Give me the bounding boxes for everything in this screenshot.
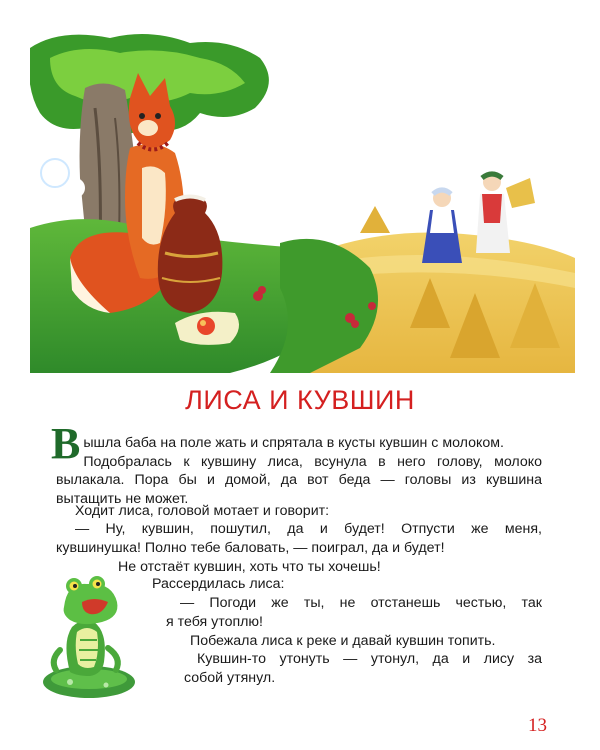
p1-line-3: вылакала. Пора бы и домой, да вот беда — головы из кувшина <box>56 472 542 489</box>
text-line: собой утянул. <box>184 670 276 686</box>
p1-line-4: вытащить не может. <box>56 490 189 507</box>
first-paragraph <box>51 419 542 508</box>
text-line: Не отстаёт кувшин, хоть что ты хочешь! <box>118 559 381 575</box>
drop-cap: В <box>51 419 81 468</box>
p1-line-2: Подобралась к кувшину лиса, всунула в него голову, молоко <box>83 453 542 470</box>
page-number: 13 <box>528 715 547 736</box>
text-line: я тебя утоплю! <box>166 614 263 630</box>
p1-line-1: ышла баба на поле жать и спрятала в кусты кувшин с молоком. <box>83 435 504 451</box>
story-title: ЛИСА И КУВШИН <box>185 385 415 415</box>
text-line: — Погоди же ты, не отстанешь честью, так <box>180 595 542 611</box>
text-line: Побежала лиса к реке и давай кувшин топить. <box>190 633 496 649</box>
frog-illustration <box>42 572 137 700</box>
text-line: Ходит лиса, головой мотает и говорит: <box>75 503 330 519</box>
text-line: Кувшин-то утонуть — утонул, да и лису за <box>197 651 542 667</box>
fox-with-jug-illustration <box>30 28 575 373</box>
text-line: Рассердилась лиса: <box>152 576 285 592</box>
text-line: — Ну, кувшин, пошутил, да и будет! Отпусти же меня, <box>75 521 542 537</box>
text-line: кувшинушка! Полно тебе баловать, — поиграл, да и будет! <box>56 540 445 556</box>
